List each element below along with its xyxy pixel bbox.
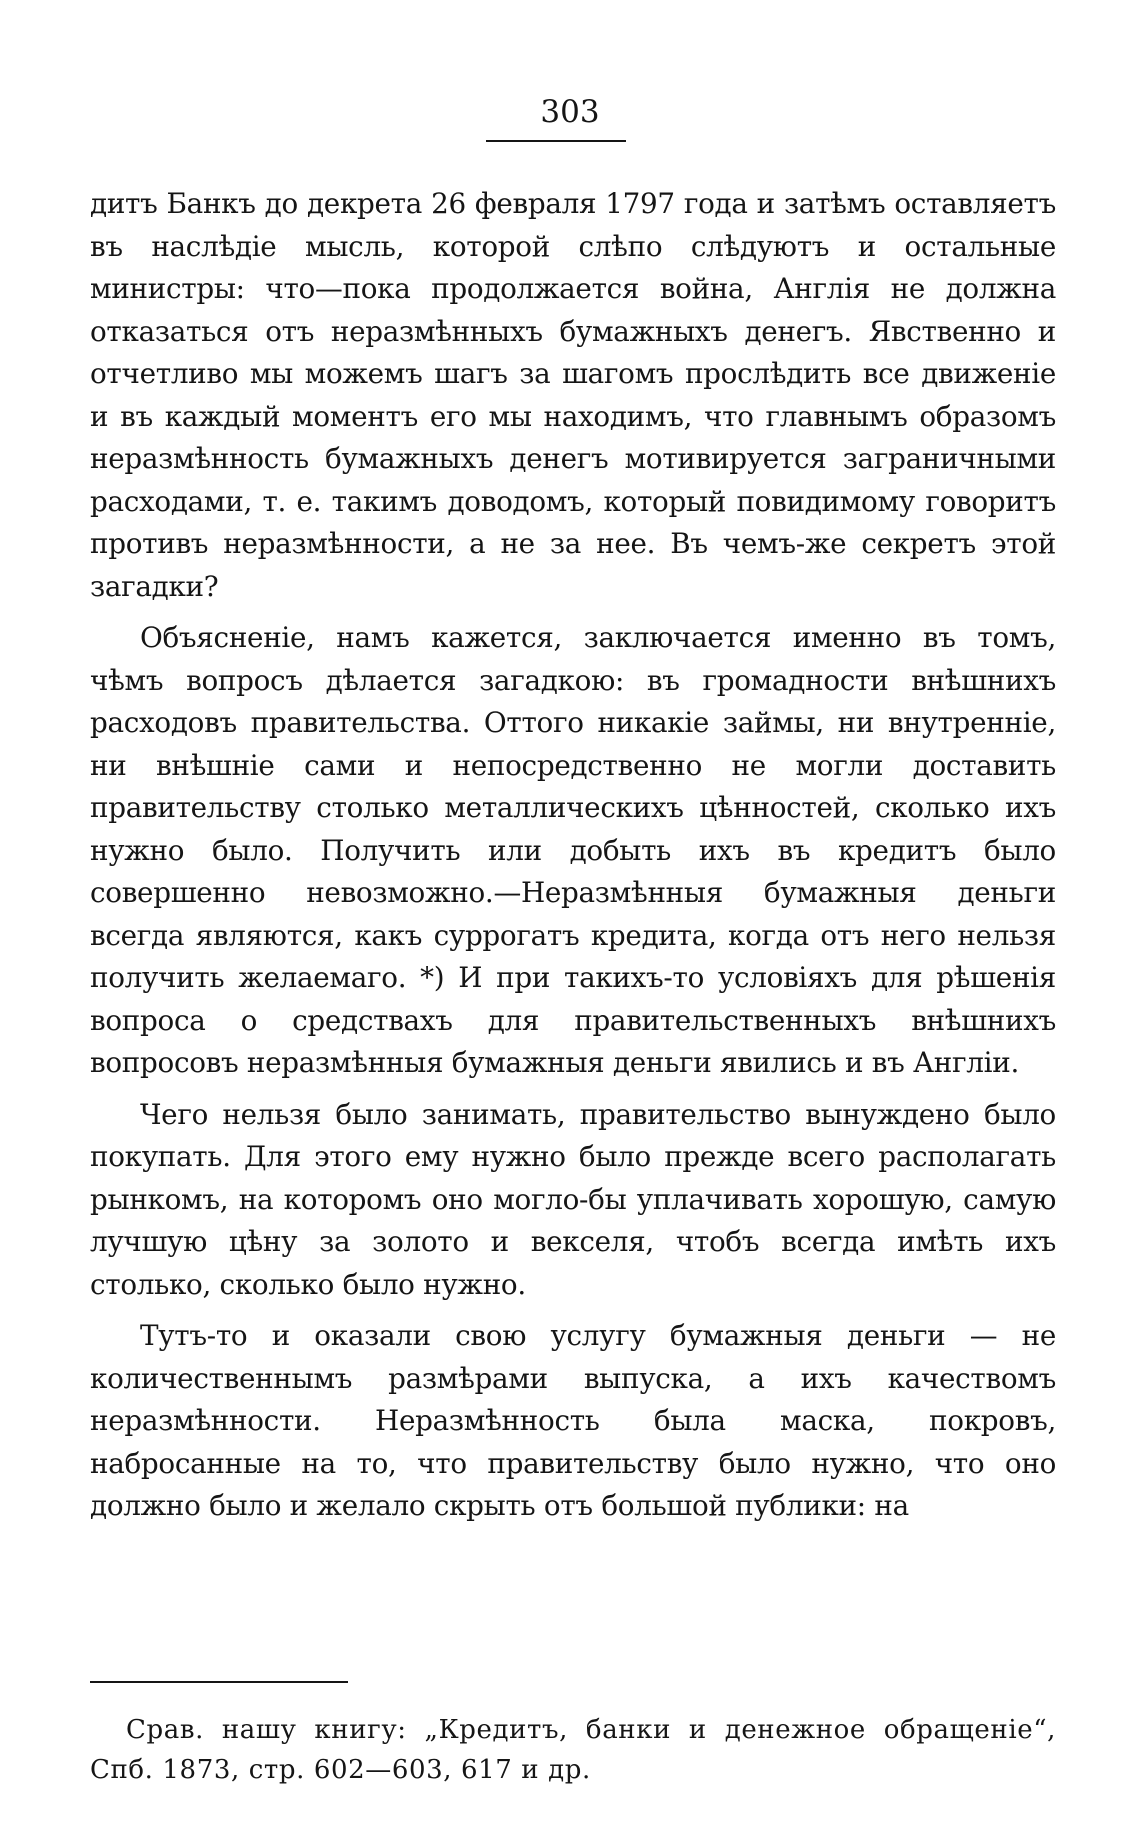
page-number-rule: [486, 140, 626, 142]
footnote-rule: [90, 1681, 348, 1683]
paragraph: Тутъ-то и оказали свою услугу бумажныя деньги — не количественнымъ размѣрами выпуска, а ихъ качествомъ неразмѣнности. Неразмѣнность была маска, покровъ, набросанные на то, что правительству было нужно, что оно должно было и желало скрыть отъ большой публики: на: [90, 1319, 1056, 1522]
body-text: [90, 183, 1056, 1528]
paragraph: дитъ Банкъ до декрета 26 февраля 1797 года и затѣмъ оставляетъ въ наслѣдіе мысль, которой слѣпо слѣдуютъ и остальные министры: что—пока продолжается война, Англія не должна отказаться отъ неразмѣнныхъ бумажныхъ денегъ. Явственно и отчетливо мы можемъ шагъ за шагомъ прослѣдить все движеніе и въ каждый моментъ его мы находимъ, что главнымъ образомъ неразмѣнность бумажныхъ денегъ мотивируется заграничными расходами, т. е. такимъ доводомъ, который повидимому говоритъ противъ неразмѣнности, а не за нее. Въ чемъ-же секретъ этой загадки?: [90, 187, 1056, 603]
paragraph: Чего нельзя было занимать, правительство вынуждено было покупать. Для этого ему нужно было прежде всего располагать рынкомъ, на которомъ оно могло-бы уплачивать хорошую, самую лучшую цѣну за золото и векселя, чтобъ всегда имѣть ихъ столько, сколько было нужно.: [90, 1097, 1056, 1301]
paragraph: Объясненіе, намъ кажется, заключается именно въ томъ, чѣмъ вопросъ дѣлается загадкою: въ громадности внѣшнихъ расходовъ правительства. Оттого никакіе займы, ни внутренніе, ни внѣшніе сами и непосредственно не могли доставить правительству столько металлическихъ цѣнностей, сколько ихъ нужно было. Получить или добыть ихъ въ кредитъ было совершенно невозможно.—Неразмѣнныя бумажныя деньги всегда являются, какъ суррогатъ кредита, когда отъ него нельзя получить желаемаго. *) И при такихъ-то условіяхъ для рѣшенія вопроса о средствахъ для правительственныхъ внѣшнихъ вопросовъ неразмѣнныя бумажныя деньги явились и въ Англіи.: [90, 621, 1056, 1079]
footnote: Срав. нашу книгу: „Кредитъ, банки и денежное обращеніе“, Спб. 1873, стр. 602—603, 617 и др.: [90, 1715, 1056, 1785]
page-number: 303: [540, 94, 600, 130]
